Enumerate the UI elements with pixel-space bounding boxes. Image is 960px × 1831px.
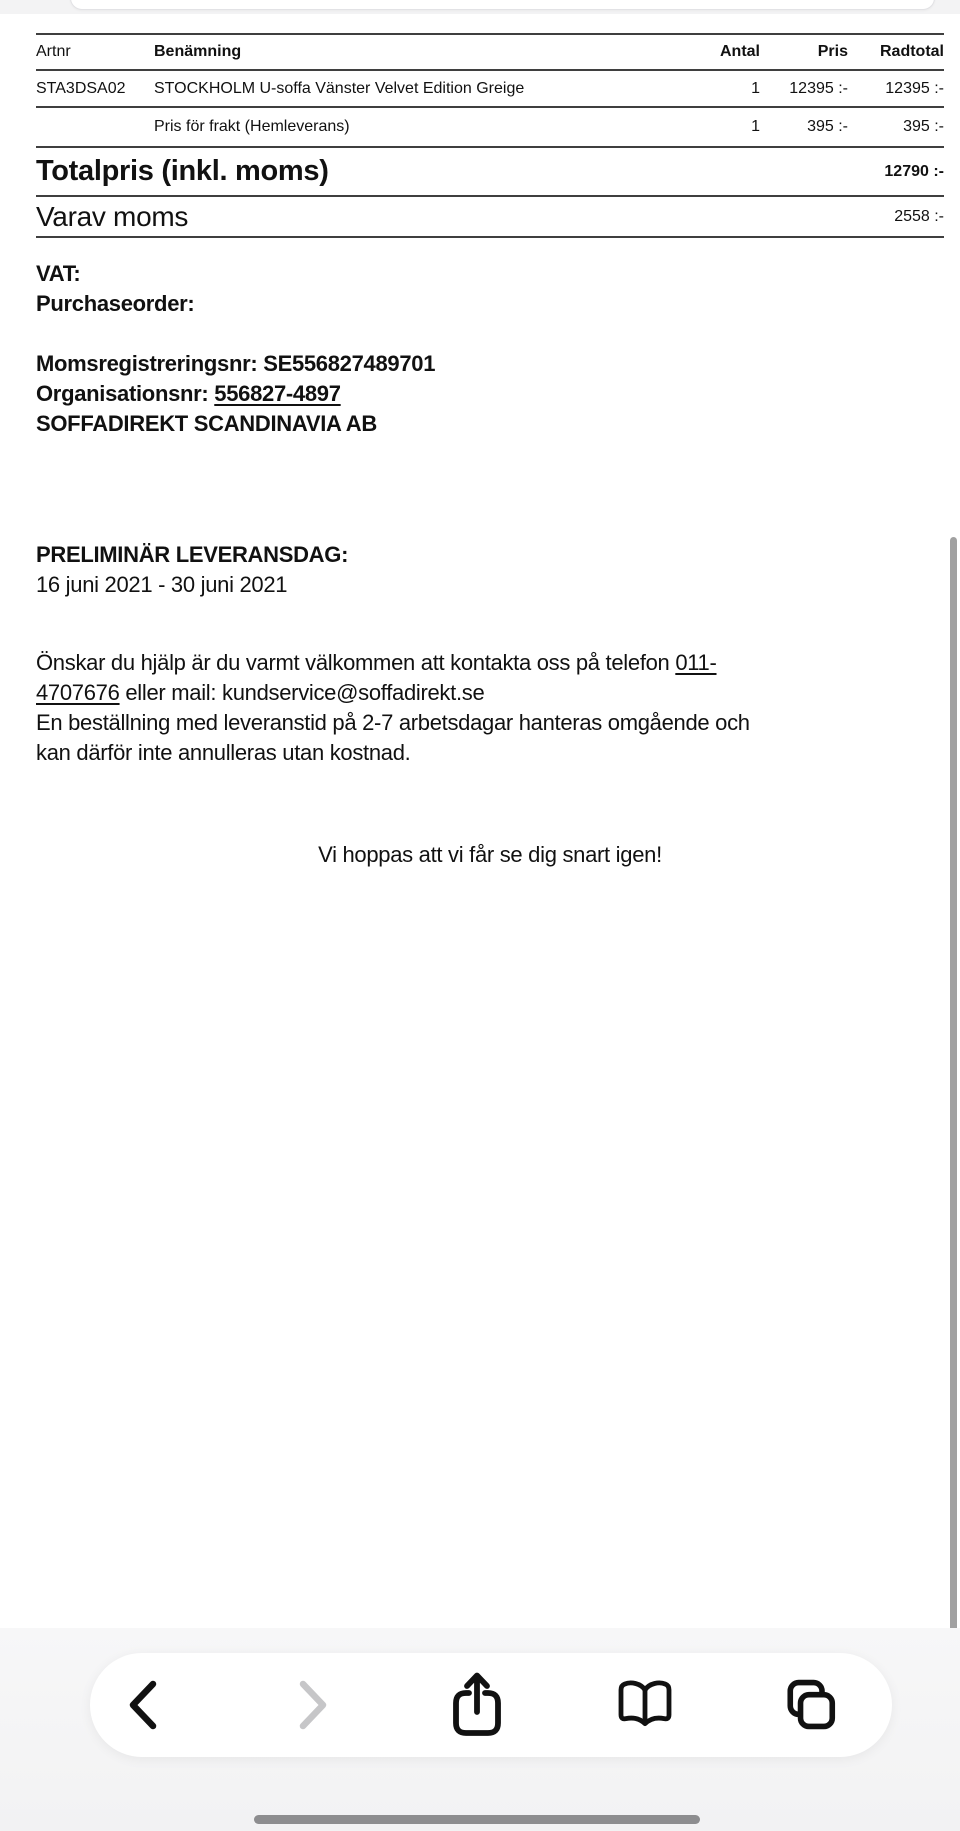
contact-line xyxy=(36,738,944,768)
top-strip xyxy=(0,0,960,14)
browser-toolbar xyxy=(0,1628,960,1831)
vat-label: Varav moms xyxy=(36,200,189,232)
header-antal: Antal xyxy=(720,43,760,60)
contact-line xyxy=(36,708,944,738)
company-info-block xyxy=(36,259,944,439)
chevron-back-icon xyxy=(124,1679,162,1731)
table-row xyxy=(36,108,944,148)
vat-value: 2558 :- xyxy=(894,207,944,225)
share-button[interactable] xyxy=(445,1653,509,1757)
contact-line xyxy=(36,648,944,678)
contact-text: Önskar du hjälp är du varmt välkommen att kontakta oss på telefon xyxy=(36,650,676,675)
delivery-block xyxy=(36,540,944,600)
delivery-title: PRELIMINÄR LEVERANSDAG: xyxy=(36,542,349,567)
home-indicator[interactable] xyxy=(254,1815,700,1824)
cell-antal: 1 xyxy=(751,118,760,135)
cell-artnr: STA3DSA02 xyxy=(36,79,126,97)
back-button[interactable] xyxy=(111,1653,175,1757)
organisation-number-link[interactable]: 556827-4897 xyxy=(214,381,341,406)
phone-link[interactable]: 011- xyxy=(675,650,717,675)
cell-antal: 1 xyxy=(751,79,760,97)
total-row xyxy=(36,148,944,197)
cell-pris: 395 :- xyxy=(807,118,848,135)
order-table xyxy=(36,33,944,238)
vat-row xyxy=(36,197,944,238)
contact-text: kan därför inte annulleras utan kostnad. xyxy=(36,740,411,765)
header-artnr: Artnr xyxy=(36,43,71,60)
header-pris: Pris xyxy=(817,43,848,60)
cell-pris: 12395 :- xyxy=(789,79,848,97)
tabs-icon xyxy=(780,1676,836,1734)
tabs-button[interactable] xyxy=(776,1653,840,1757)
toolbar-pill xyxy=(90,1653,892,1757)
cell-name: Pris för frakt (Hemleverans) xyxy=(154,118,350,135)
cell-radtotal: 395 :- xyxy=(903,118,944,135)
closing-line: Vi hoppas att vi får se dig snart igen! xyxy=(318,842,662,867)
scrollbar[interactable] xyxy=(950,537,957,1705)
book-icon xyxy=(613,1676,677,1734)
forward-button[interactable] xyxy=(281,1653,345,1757)
cell-name: STOCKHOLM U-soffa Vänster Velvet Edition Greige xyxy=(154,79,525,97)
contact-text: eller mail: kundservice@soffadirekt.se xyxy=(119,680,485,705)
moms-registration-line: Momsregistreringsnr: SE556827489701 xyxy=(36,351,436,376)
header-benamning: Benämning xyxy=(154,43,242,60)
contact-paragraph xyxy=(36,648,944,768)
chevron-forward-icon xyxy=(294,1679,332,1731)
contact-text: En beställning med leveranstid på 2-7 arbetsdagar hanteras omgående och xyxy=(36,710,750,735)
vat-line: VAT: xyxy=(36,261,81,286)
top-card-edge xyxy=(70,0,935,10)
purchaseorder-line: Purchaseorder: xyxy=(36,291,195,316)
total-value: 12790 :- xyxy=(884,162,944,180)
header-radtotal: Radtotal xyxy=(880,43,944,60)
delivery-range: 16 juni 2021 - 30 juni 2021 xyxy=(36,572,288,597)
organisation-line xyxy=(36,379,944,409)
bookmarks-button[interactable] xyxy=(613,1653,677,1757)
total-label: Totalpris (inkl. moms) xyxy=(36,155,329,187)
share-icon xyxy=(448,1670,506,1740)
cell-radtotal: 12395 :- xyxy=(885,79,944,97)
table-row xyxy=(36,71,944,108)
spacer xyxy=(36,319,944,349)
table-header-row xyxy=(36,35,944,71)
company-name: SOFFADIREKT SCANDINAVIA AB xyxy=(36,411,377,436)
contact-line xyxy=(36,678,944,708)
organisation-label: Organisationsnr: xyxy=(36,381,215,406)
phone-link[interactable]: 4707676 xyxy=(36,680,120,705)
